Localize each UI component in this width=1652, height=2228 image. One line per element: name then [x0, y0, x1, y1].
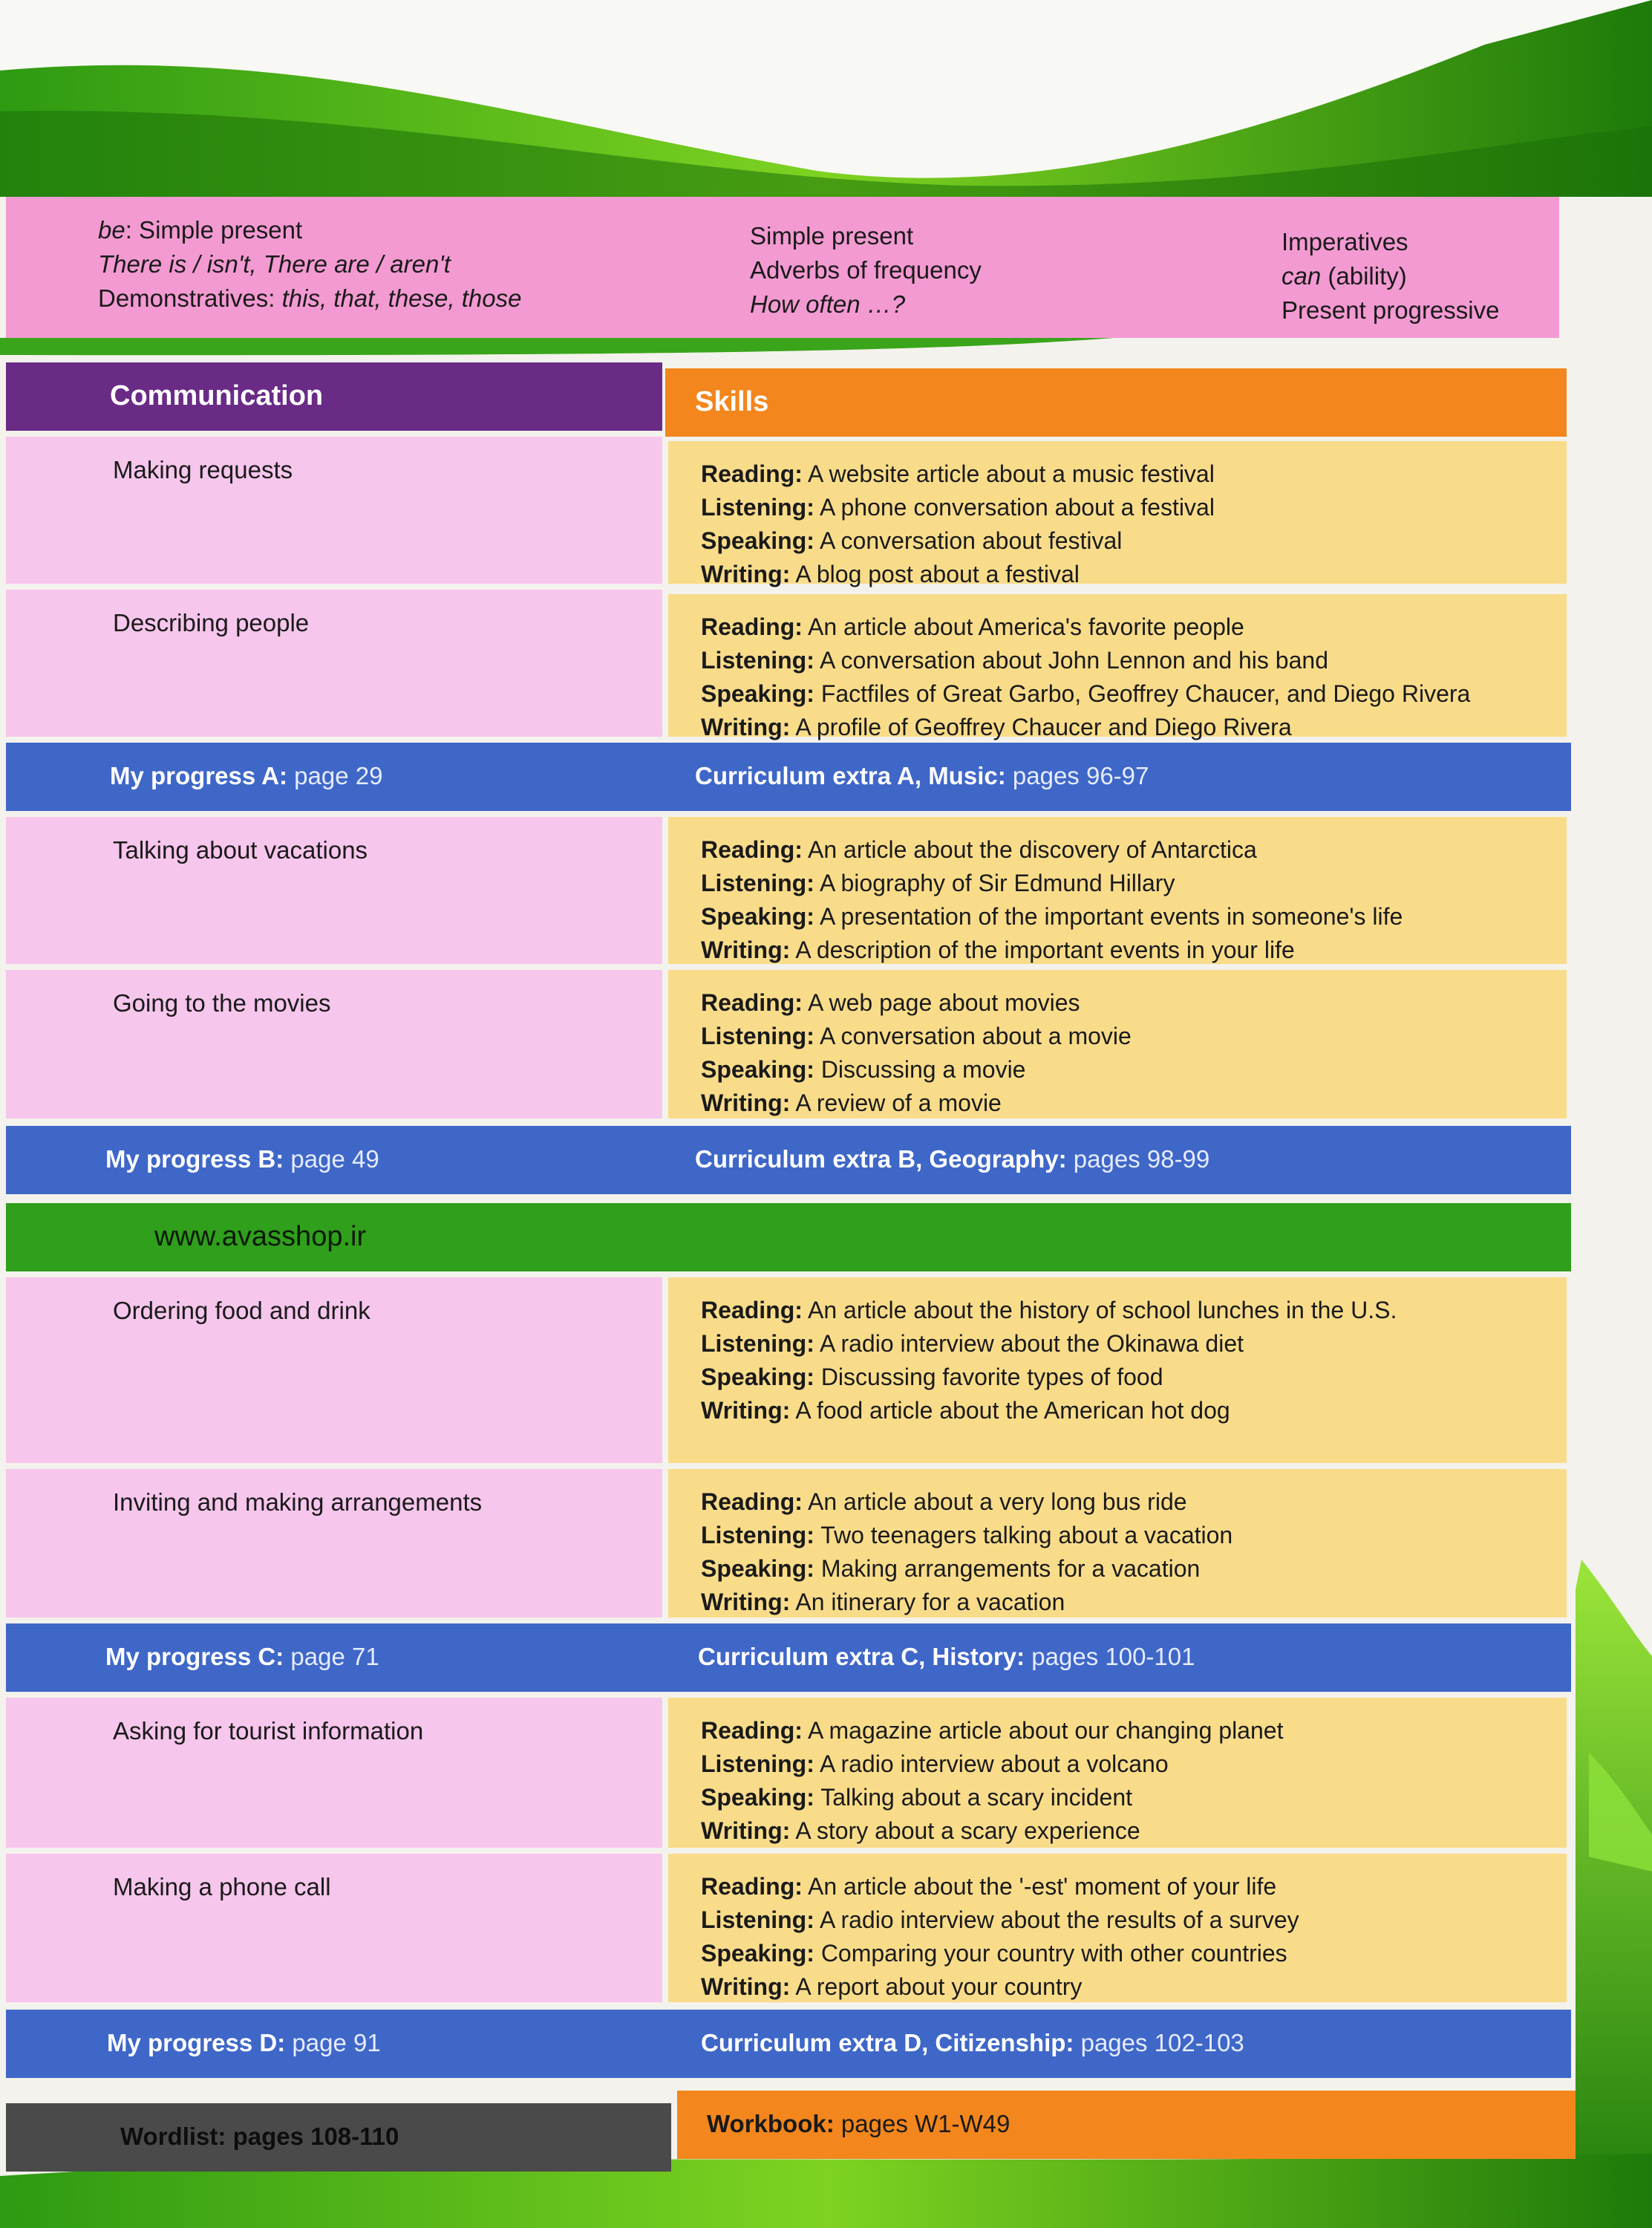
- wordlist-band: [6, 2103, 671, 2172]
- skills-cell: [668, 441, 1567, 587]
- grammar-column-1: [98, 213, 521, 316]
- skill-line-speaking: Speaking: Making arrangements for a vacation: [701, 1555, 1201, 1582]
- grammar-column-2: [750, 219, 982, 322]
- my-progress-link[interactable]: My progress C: page 71: [105, 1643, 379, 1670]
- skills-list: [701, 1294, 1397, 1427]
- grammar-item: There is / isn't, There are / aren't: [98, 250, 451, 278]
- skills-list: [701, 986, 1132, 1120]
- skill-line-listening: Listening: A radio interview about a volcano: [701, 1750, 1169, 1777]
- skill-line-reading: Reading: A magazine article about our changing planet: [701, 1717, 1284, 1744]
- progress-band: [6, 1623, 1571, 1692]
- skill-line-listening: Listening: Two teenagers talking about a vacation: [701, 1522, 1233, 1548]
- communication-text: Going to the movies: [113, 989, 331, 1017]
- grammar-item: be: Simple present: [98, 216, 303, 244]
- communication-cell: [6, 1698, 662, 1848]
- skill-line-reading: Reading: A website article about a music festival: [701, 460, 1215, 487]
- skills-cell: [668, 1854, 1567, 2002]
- my-progress-link[interactable]: My progress A: page 29: [110, 762, 383, 789]
- communication-cell: [6, 1854, 662, 2002]
- curriculum-extra-link[interactable]: Curriculum extra D, Citizenship: pages 102-103: [701, 2029, 1244, 2056]
- grammar-item: Imperatives: [1282, 228, 1408, 255]
- skill-line-listening: Listening: A radio interview about the results of a survey: [701, 1906, 1299, 1933]
- communication-text: Ordering food and drink: [113, 1297, 370, 1324]
- progress-band: [6, 743, 1571, 811]
- skills-list: [701, 457, 1215, 591]
- my-progress-link[interactable]: My progress B: page 49: [105, 1145, 379, 1173]
- skill-line-speaking: Speaking: Discussing a movie: [701, 1056, 1026, 1083]
- skill-line-writing: Writing: An itinerary for a vacation: [701, 1589, 1065, 1615]
- skill-line-writing: Writing: A profile of Geoffrey Chaucer and Diego Rivera: [701, 714, 1292, 740]
- skill-line-writing: Writing: A description of the important events in your life: [701, 937, 1295, 963]
- skill-line-speaking: Speaking: Talking about a scary incident: [701, 1784, 1133, 1811]
- workbook-band: [677, 2091, 1576, 2159]
- skill-line-writing: Writing: A food article about the American hot dog: [701, 1397, 1230, 1424]
- communication-cell: [6, 817, 662, 964]
- curriculum-extra-link[interactable]: Curriculum extra B, Geography: pages 98-99: [695, 1145, 1210, 1173]
- curriculum-extra-link[interactable]: Curriculum extra C, History: pages 100-101: [698, 1643, 1195, 1670]
- skill-line-listening: Listening: A conversation about a movie: [701, 1023, 1132, 1049]
- wordlist-link[interactable]: Wordlist: pages 108-110: [120, 2123, 399, 2150]
- skills-list: [701, 610, 1470, 744]
- skill-line-reading: Reading: A web page about movies: [701, 989, 1080, 1016]
- skill-line-writing: Writing: A blog post about a festival: [701, 561, 1080, 587]
- skills-cell: [668, 1469, 1567, 1618]
- skills-cell: [668, 1698, 1567, 1848]
- workbook-link[interactable]: Workbook: pages W1-W49: [707, 2110, 1011, 2137]
- skills-header: [665, 368, 1567, 437]
- skills-cell: [668, 970, 1567, 1118]
- skill-line-writing: Writing: A review of a movie: [701, 1089, 1002, 1116]
- grammar-item: Present progressive: [1282, 296, 1500, 324]
- skill-line-speaking: Speaking: Comparing your country with other countries: [701, 1940, 1287, 1967]
- grammar-item: can (ability): [1282, 262, 1407, 290]
- website-url[interactable]: www.avasshop.ir: [154, 1221, 367, 1252]
- communication-text: Making requests: [113, 456, 293, 483]
- skills-list: [701, 833, 1403, 967]
- skills-cell: [668, 1277, 1567, 1463]
- section-band: [6, 1203, 1571, 1271]
- progress-band: [6, 2010, 1571, 2078]
- skills-list: [701, 1714, 1283, 1848]
- skill-line-listening: Listening: A radio interview about the Okinawa diet: [701, 1330, 1244, 1357]
- communication-text: Asking for tourist information: [113, 1717, 424, 1745]
- communication-cell: [6, 590, 662, 737]
- skill-line-listening: Listening: A phone conversation about a festival: [701, 494, 1215, 521]
- skills-header-title: Skills: [695, 386, 769, 417]
- skill-line-speaking: Speaking: Discussing favorite types of food: [701, 1364, 1163, 1390]
- grammar-item: Demonstratives: this, that, these, those: [98, 284, 522, 312]
- skill-line-speaking: Speaking: A conversation about festival: [701, 527, 1123, 554]
- curriculum-extra-link[interactable]: Curriculum extra A, Music: pages 96-97: [695, 762, 1149, 789]
- communication-header: [6, 362, 662, 431]
- skill-line-writing: Writing: A report about your country: [701, 1973, 1083, 2000]
- communication-cell: [6, 970, 662, 1118]
- grammar-column-3: [1282, 225, 1499, 328]
- skill-line-listening: Listening: A biography of Sir Edmund Hillary: [701, 870, 1175, 896]
- communication-text: Talking about vacations: [113, 836, 368, 864]
- skills-cell: [668, 594, 1567, 740]
- skills-list: [701, 1870, 1299, 2004]
- grammar-item: How often …?: [750, 290, 906, 318]
- communication-text: Inviting and making arrangements: [113, 1488, 483, 1516]
- my-progress-link[interactable]: My progress D: page 91: [107, 2029, 381, 2056]
- skill-line-reading: Reading: An article about America's favorite people: [701, 613, 1244, 640]
- skill-line-speaking: Speaking: A presentation of the important events in someone's life: [701, 903, 1403, 930]
- progress-band: [6, 1126, 1571, 1194]
- skills-cell: [668, 817, 1567, 964]
- skill-line-reading: Reading: An article about a very long bus ride: [701, 1488, 1187, 1515]
- skill-line-reading: Reading: An article about the '-est' moment of your life: [701, 1873, 1277, 1900]
- skill-line-speaking: Speaking: Factfiles of Great Garbo, Geoffrey Chaucer, and Diego Rivera: [701, 680, 1471, 707]
- communication-cell: [6, 1469, 662, 1618]
- communication-cell: [6, 437, 662, 584]
- communication-cell: [6, 1277, 662, 1463]
- grammar-item: Adverbs of frequency: [750, 256, 982, 284]
- skill-line-listening: Listening: A conversation about John Lennon and his band: [701, 647, 1328, 674]
- grammar-item: Simple present: [750, 222, 914, 250]
- skills-list: [701, 1485, 1233, 1619]
- communication-text: Making a phone call: [113, 1873, 331, 1900]
- communication-header-title: Communication: [110, 380, 324, 411]
- skill-line-reading: Reading: An article about the history of school lunches in the U.S.: [701, 1297, 1397, 1323]
- skill-line-reading: Reading: An article about the discovery of Antarctica: [701, 836, 1257, 863]
- skill-line-writing: Writing: A story about a scary experience: [701, 1817, 1140, 1844]
- grammar-strip: [6, 197, 1559, 338]
- communication-text: Describing people: [113, 609, 310, 636]
